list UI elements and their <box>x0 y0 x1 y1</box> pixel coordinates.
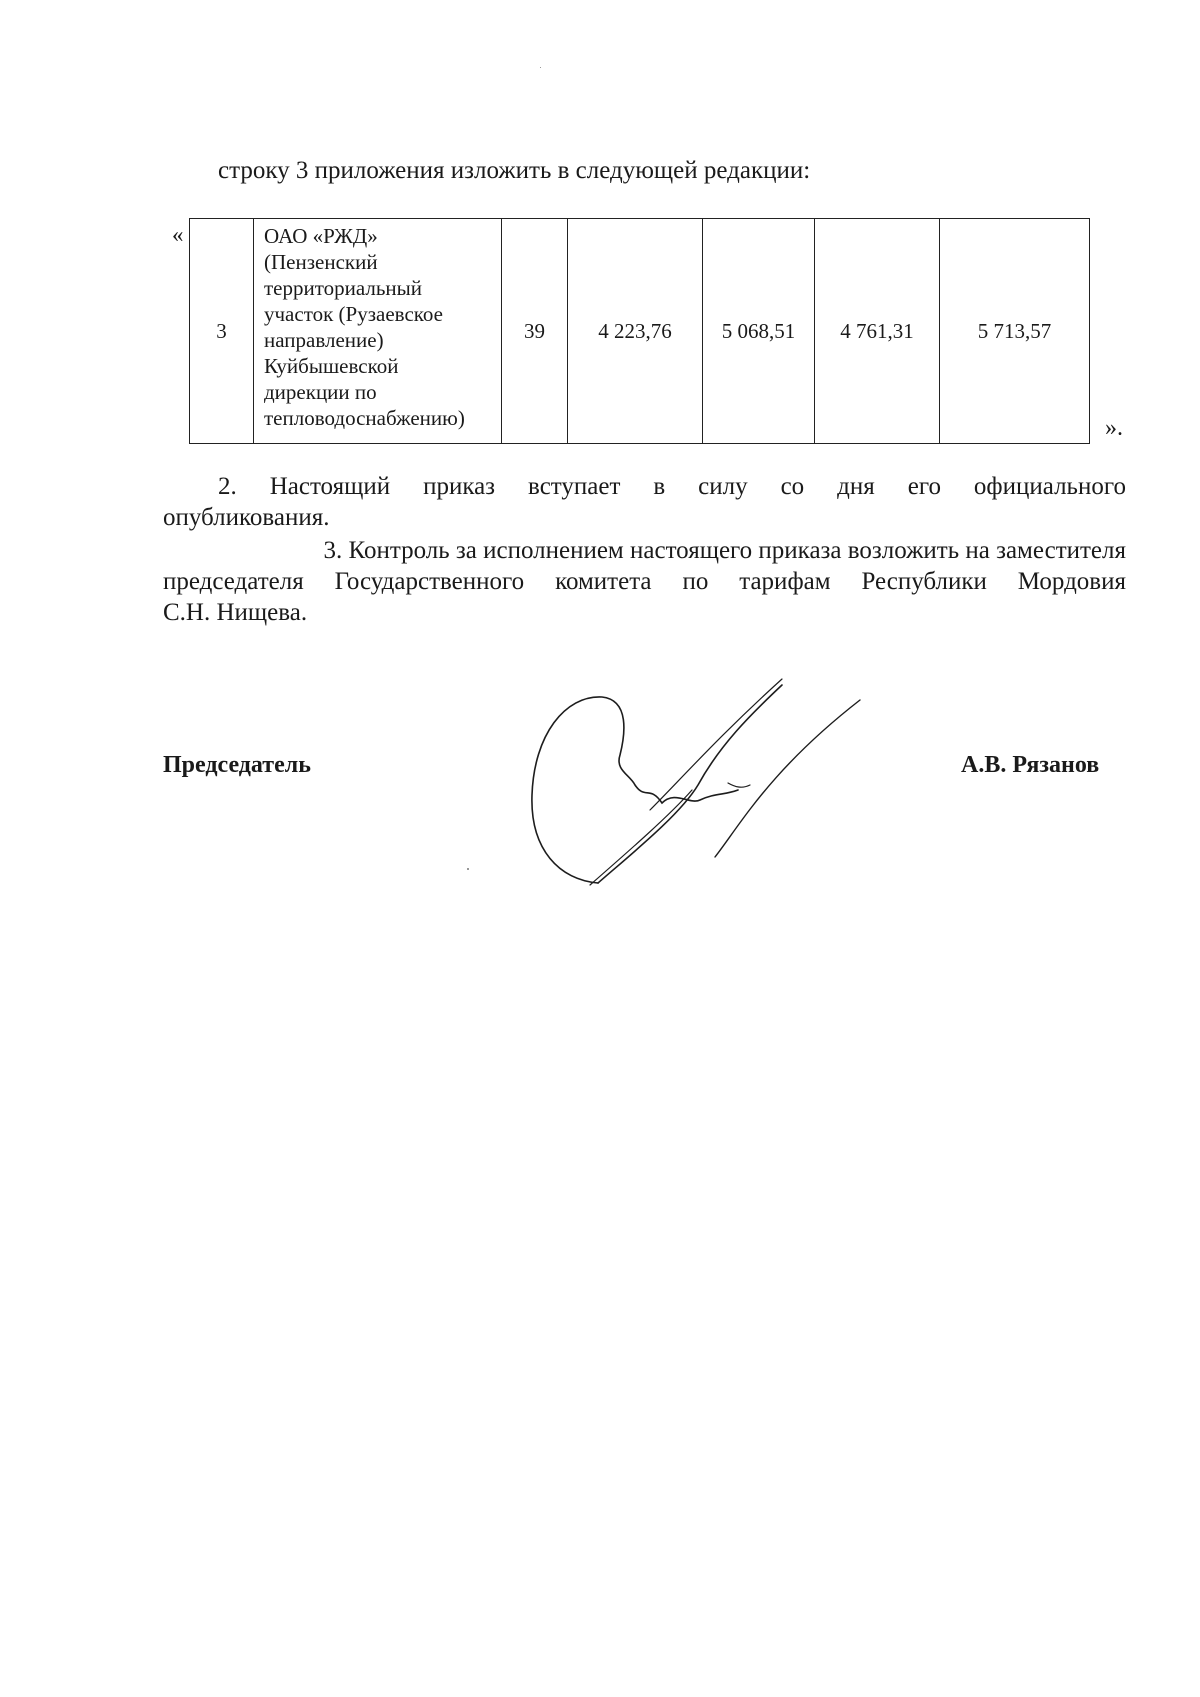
word: Республики <box>861 568 987 595</box>
intro-text: строку 3 приложения изложить в следующей редакции: <box>218 157 811 184</box>
word: силу <box>698 473 748 500</box>
organization-name-line: (Пензенский <box>264 250 378 274</box>
organization-name-cell <box>254 219 502 444</box>
tariff-table <box>189 218 1090 444</box>
word: Мордовия <box>1017 568 1126 595</box>
opening-quote: « <box>172 222 184 247</box>
closing-quote: ». <box>1105 415 1123 441</box>
organization-name-line: территориальный <box>264 276 423 300</box>
handwritten-signature <box>520 675 880 905</box>
word: председателя <box>163 568 304 595</box>
organization-name-line: дирекции по <box>264 380 377 404</box>
value-cell: 4 223,76 <box>568 219 703 444</box>
row-number-cell: 3 <box>190 219 254 444</box>
paragraph-3 <box>163 535 1126 628</box>
value-cell: 5 713,57 <box>940 219 1090 444</box>
paragraph-3-line-1 <box>163 535 1126 566</box>
organization-name-line: ОАО «РЖД» <box>264 224 378 248</box>
scan-speck <box>467 868 469 870</box>
organization-name-line: участок (Рузаевское <box>264 302 443 326</box>
organization-name-line: Куйбышевской <box>264 354 399 378</box>
organization-name-line: направление) <box>264 328 384 352</box>
organization-name-line: тепловодоснабжению) <box>264 406 465 430</box>
word: тарифам <box>739 568 831 595</box>
signatory-name: А.В. Рязанов <box>961 752 1100 778</box>
word: Государственного <box>334 568 525 595</box>
word: приказ <box>423 473 496 500</box>
word: со <box>780 473 805 500</box>
word: дня <box>837 473 875 500</box>
paragraph-2 <box>163 471 1126 533</box>
code-cell: 39 <box>502 219 568 444</box>
word: Настоящий <box>269 473 391 500</box>
table-row <box>190 219 1090 444</box>
word: в <box>653 473 666 500</box>
paragraph-3-line-2 <box>163 566 1126 597</box>
paragraph-3-line-3: С.Н. Нищева. <box>163 599 308 626</box>
paragraph-2-line-2: опубликования. <box>163 504 330 531</box>
word: вступает <box>528 473 621 500</box>
paragraph-2-line-1 <box>163 471 1126 502</box>
scan-speck <box>540 67 541 68</box>
value-cell: 5 068,51 <box>703 219 815 444</box>
word: официального <box>973 473 1126 500</box>
word: 2. <box>218 473 237 500</box>
paragraph-3-line-1-text: 3. Контроль за исполнением настоящего приказа возложить на заместителя <box>323 537 1126 564</box>
word: его <box>907 473 941 500</box>
word: комитета <box>555 568 652 595</box>
value-cell: 4 761,31 <box>815 219 940 444</box>
word: по <box>682 568 709 595</box>
signatory-title: Председатель <box>163 752 311 778</box>
